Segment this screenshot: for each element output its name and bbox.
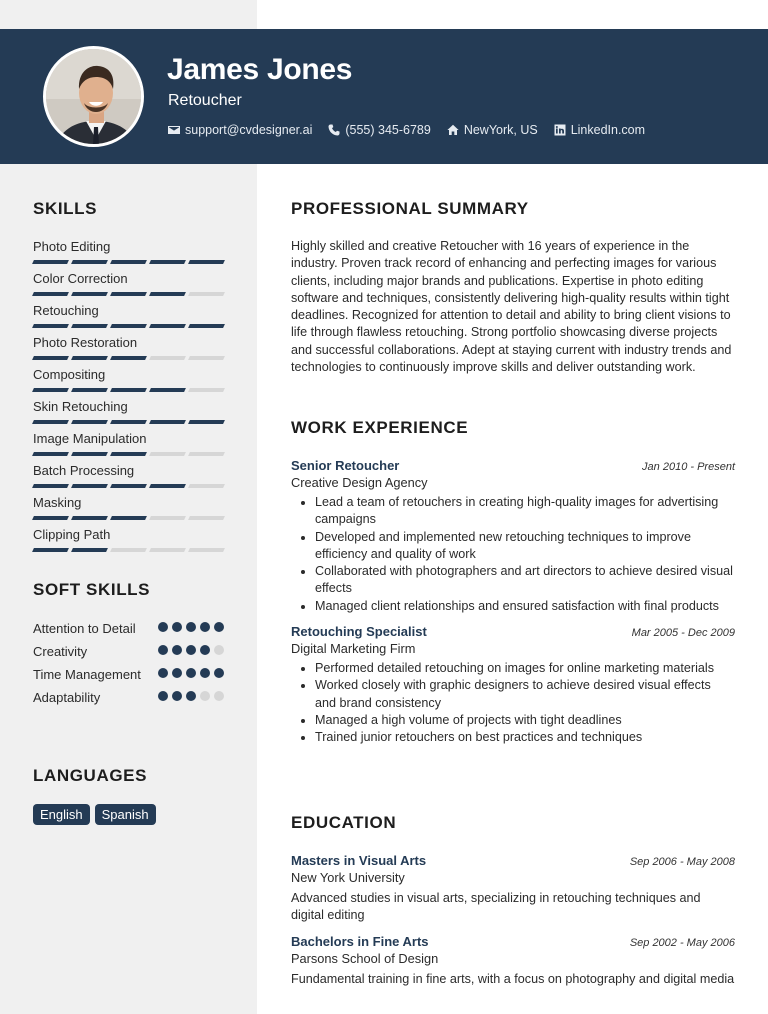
- job-date: Jan 2010 - Present: [642, 461, 735, 473]
- rating-dot: [158, 622, 168, 632]
- soft-skill-name: Attention to Detail: [33, 621, 136, 636]
- soft-skill-rating: [158, 622, 224, 632]
- skill-item: [33, 495, 223, 527]
- skill-item: [33, 527, 223, 559]
- soft-skill-rating: [158, 691, 224, 701]
- skill-item: [33, 367, 223, 399]
- education-date: Sep 2002 - May 2006: [629, 936, 735, 949]
- languages-title: LANGUAGES: [33, 766, 148, 785]
- job-entry: [291, 458, 735, 615]
- skill-level-segment: [71, 452, 108, 456]
- soft-skills-section: [33, 580, 223, 706]
- soft-skill-rating: [158, 668, 224, 678]
- home-icon: [447, 124, 459, 136]
- skill-name: Image Manipulation: [33, 431, 147, 446]
- skill-level-segment: [110, 292, 147, 296]
- language-badge: Spanish: [95, 804, 156, 825]
- job-bullet: • Managed client relationships and ensured satisfaction with final products: [315, 598, 735, 615]
- soft-skill-name: Time Management: [33, 667, 141, 682]
- skill-name: Color Correction: [33, 271, 128, 286]
- soft-skill-item: [33, 689, 223, 706]
- skill-level-segment: [188, 420, 225, 424]
- soft-skills-list: [33, 620, 223, 706]
- rating-dot: [200, 645, 210, 655]
- skill-name: Retouching: [33, 303, 99, 318]
- skill-level-segment: [188, 452, 225, 456]
- skill-level-segment: [32, 548, 69, 552]
- job-bullet: • Trained junior retouchers on best practices and techniques: [315, 729, 735, 746]
- jobs-list: [291, 458, 735, 747]
- skill-level-segment: [71, 356, 108, 360]
- job-entry: [291, 624, 735, 746]
- avatar: [43, 46, 144, 147]
- rating-dot: [158, 691, 168, 701]
- language-badge: English: [33, 804, 90, 825]
- job-header: [291, 624, 735, 639]
- skill-level-segment: [188, 516, 225, 520]
- summary-text: Highly skilled and creative Retoucher with 16 years of experience in the industry. Proven track record of enhancing and perfecting images for various clients, including major brands and publications. Expertise in photo editing software and techniques, consistently delivering high-quality results within tight deadlines. Recognized for attention to detail and ability to bring client visions to life through flawless retouching. Strong portfolio showcasing diverse projects and successful collaborations. Adept at staying current with industry trends and technologies to continuously improve skills and deliver outstanding work.: [291, 239, 732, 375]
- rating-dot: [200, 668, 210, 678]
- skill-level-bar: [33, 484, 224, 488]
- skill-level-segment: [32, 324, 69, 328]
- skill-level-segment: [110, 420, 147, 424]
- job-bullet: • Performed detailed retouching on images for online marketing materials: [315, 660, 735, 677]
- skill-level-segment: [71, 260, 108, 264]
- skill-level-bar: [33, 452, 224, 456]
- degree-title: Bachelors in Fine Arts: [291, 933, 429, 949]
- skill-item: [33, 303, 223, 335]
- location-text: NewYork, US: [463, 123, 538, 137]
- skill-level-segment: [188, 260, 225, 264]
- skill-level-segment: [71, 292, 108, 296]
- education-description: Fundamental training in fine arts, with a focus on photography and digital media: [291, 971, 735, 986]
- rating-dot: [214, 645, 224, 655]
- skill-level-segment: [149, 356, 186, 360]
- skill-level-segment: [188, 484, 225, 488]
- skill-level-segment: [71, 420, 108, 424]
- education-description: Advanced studies in visual arts, specializing in retouching techniques and digital editing: [291, 891, 701, 923]
- rating-dot: [214, 668, 224, 678]
- rating-dot: [186, 645, 196, 655]
- linkedin-text: LinkedIn.com: [570, 123, 646, 137]
- skill-name: Masking: [33, 495, 82, 510]
- skill-level-segment: [32, 260, 69, 264]
- phone-text: (555) 345-6789: [345, 123, 431, 137]
- skill-level-segment: [149, 548, 186, 552]
- skills-title: SKILLS: [33, 199, 98, 218]
- job-bullet: • Collaborated with photographers and art directors to achieve desired visual effects: [315, 563, 735, 598]
- summary-title: PROFESSIONAL SUMMARY: [291, 199, 529, 218]
- skill-level-segment: [110, 516, 147, 520]
- skill-level-segment: [149, 388, 186, 392]
- rating-dot: [172, 622, 182, 632]
- skill-level-bar: [33, 548, 224, 552]
- job-bullet: • Worked closely with graphic designers to achieve desired visual effects and brand consistency: [315, 677, 735, 712]
- skill-item: [33, 239, 223, 271]
- skill-level-segment: [71, 484, 108, 488]
- job-bullets: [291, 494, 735, 615]
- job-bullets: [291, 660, 735, 746]
- skill-level-segment: [32, 420, 69, 424]
- soft-skill-item: [33, 666, 223, 683]
- skill-level-segment: [149, 420, 186, 424]
- education-header: [291, 853, 735, 868]
- school-name: New York University: [291, 870, 405, 885]
- skill-level-bar: [33, 516, 224, 520]
- skill-level-bar: [33, 420, 224, 424]
- skills-list: [33, 239, 223, 559]
- rating-dot: [186, 668, 196, 678]
- email-text: support@cvdesigner.ai: [185, 123, 313, 137]
- skill-level-segment: [32, 484, 69, 488]
- skill-level-segment: [149, 324, 186, 328]
- skill-level-segment: [32, 452, 69, 456]
- skill-level-segment: [188, 324, 225, 328]
- soft-skill-item: [33, 643, 223, 660]
- skill-item: [33, 431, 223, 463]
- rating-dot: [158, 645, 168, 655]
- skill-level-segment: [71, 516, 108, 520]
- contact-phone[interactable]: [328, 123, 430, 137]
- education-date: Sep 2006 - May 2008: [629, 856, 735, 868]
- job-company: Creative Design Agency: [291, 475, 428, 490]
- skill-level-segment: [110, 388, 147, 392]
- languages-section: [33, 766, 223, 825]
- skill-level-segment: [110, 484, 147, 488]
- skill-name: Skin Retouching: [33, 399, 128, 414]
- education-section: [291, 813, 735, 988]
- skill-level-segment: [110, 548, 147, 552]
- school-name: Parsons School of Design: [291, 950, 439, 966]
- skill-level-bar: [33, 356, 224, 360]
- job-title: Retouching Specialist: [291, 624, 427, 640]
- skill-level-segment: [32, 356, 69, 360]
- soft-skill-name: Adaptability: [33, 690, 101, 705]
- rating-dot: [186, 622, 196, 632]
- skill-name: Clipping Path: [33, 527, 111, 542]
- education-entry: [291, 853, 735, 925]
- contact-bar: [168, 123, 645, 137]
- skill-level-segment: [110, 260, 147, 264]
- soft-skill-rating: [158, 645, 224, 655]
- experience-title: WORK EXPERIENCE: [291, 418, 469, 437]
- job-title: Senior Retoucher: [291, 458, 400, 473]
- skill-level-segment: [188, 356, 225, 360]
- languages-list: [33, 804, 223, 825]
- skill-level-segment: [32, 388, 69, 392]
- skill-name: Photo Restoration: [33, 335, 138, 350]
- skill-level-segment: [110, 452, 147, 456]
- skill-level-segment: [188, 548, 225, 552]
- soft-skill-name: Creativity: [33, 644, 88, 659]
- soft-skills-title: SOFT SKILLS: [33, 580, 151, 599]
- skill-level-segment: [71, 548, 108, 552]
- skill-level-bar: [33, 388, 224, 392]
- skill-level-segment: [32, 292, 69, 296]
- skill-level-bar: [33, 324, 224, 328]
- skills-section: [33, 199, 223, 559]
- contact-email[interactable]: [168, 123, 312, 137]
- contact-location: [447, 123, 538, 137]
- rating-dot: [172, 645, 182, 655]
- job-header: [291, 458, 735, 473]
- skill-level-segment: [188, 292, 225, 296]
- skill-level-segment: [149, 484, 186, 488]
- skill-item: [33, 399, 223, 431]
- job-date: Mar 2005 - Dec 2009: [631, 627, 735, 640]
- skill-name: Batch Processing: [33, 463, 135, 478]
- rating-dot: [200, 691, 210, 701]
- skill-name: Compositing: [33, 367, 106, 382]
- skill-level-bar: [33, 292, 224, 296]
- skill-level-segment: [110, 356, 147, 360]
- contact-linkedin[interactable]: [554, 123, 645, 137]
- candidate-role: Retoucher: [168, 92, 242, 109]
- job-bullet: • Lead a team of retouchers in creating high-quality images for advertising campaigns: [315, 494, 735, 529]
- skill-item: [33, 335, 223, 367]
- skill-level-segment: [110, 324, 147, 328]
- skill-level-segment: [71, 324, 108, 328]
- rating-dot: [186, 691, 196, 701]
- skill-name: Photo Editing: [33, 239, 111, 254]
- envelope-icon: [168, 124, 180, 136]
- rating-dot: [158, 668, 168, 678]
- education-title: EDUCATION: [291, 813, 397, 832]
- skill-level-bar: [33, 260, 224, 264]
- skill-level-segment: [149, 516, 186, 520]
- skill-level-segment: [149, 452, 186, 456]
- soft-skill-item: [33, 620, 223, 637]
- skill-level-segment: [188, 388, 225, 392]
- skill-item: [33, 463, 223, 495]
- experience-section: [291, 418, 735, 747]
- skill-level-segment: [149, 292, 186, 296]
- summary-section: [291, 199, 735, 376]
- education-header: [291, 934, 735, 949]
- education-entry: [291, 934, 735, 988]
- linkedin-icon: [554, 124, 566, 136]
- rating-dot: [172, 668, 182, 678]
- rating-dot: [200, 622, 210, 632]
- skill-level-segment: [32, 516, 69, 520]
- candidate-name: James Jones: [167, 53, 353, 86]
- rating-dot: [172, 691, 182, 701]
- education-list: [291, 853, 735, 988]
- phone-icon: [328, 124, 340, 136]
- job-bullet: • Managed a high volume of projects with tight deadlines: [315, 712, 735, 729]
- skill-level-segment: [71, 388, 108, 392]
- skill-level-segment: [149, 260, 186, 264]
- degree-title: Masters in Visual Arts: [291, 853, 427, 868]
- skill-item: [33, 271, 223, 303]
- rating-dot: [214, 691, 224, 701]
- job-bullet: • Developed and implemented new retouching techniques to improve efficiency and quality of work: [315, 529, 735, 564]
- rating-dot: [214, 622, 224, 632]
- job-company: Digital Marketing Firm: [291, 641, 416, 657]
